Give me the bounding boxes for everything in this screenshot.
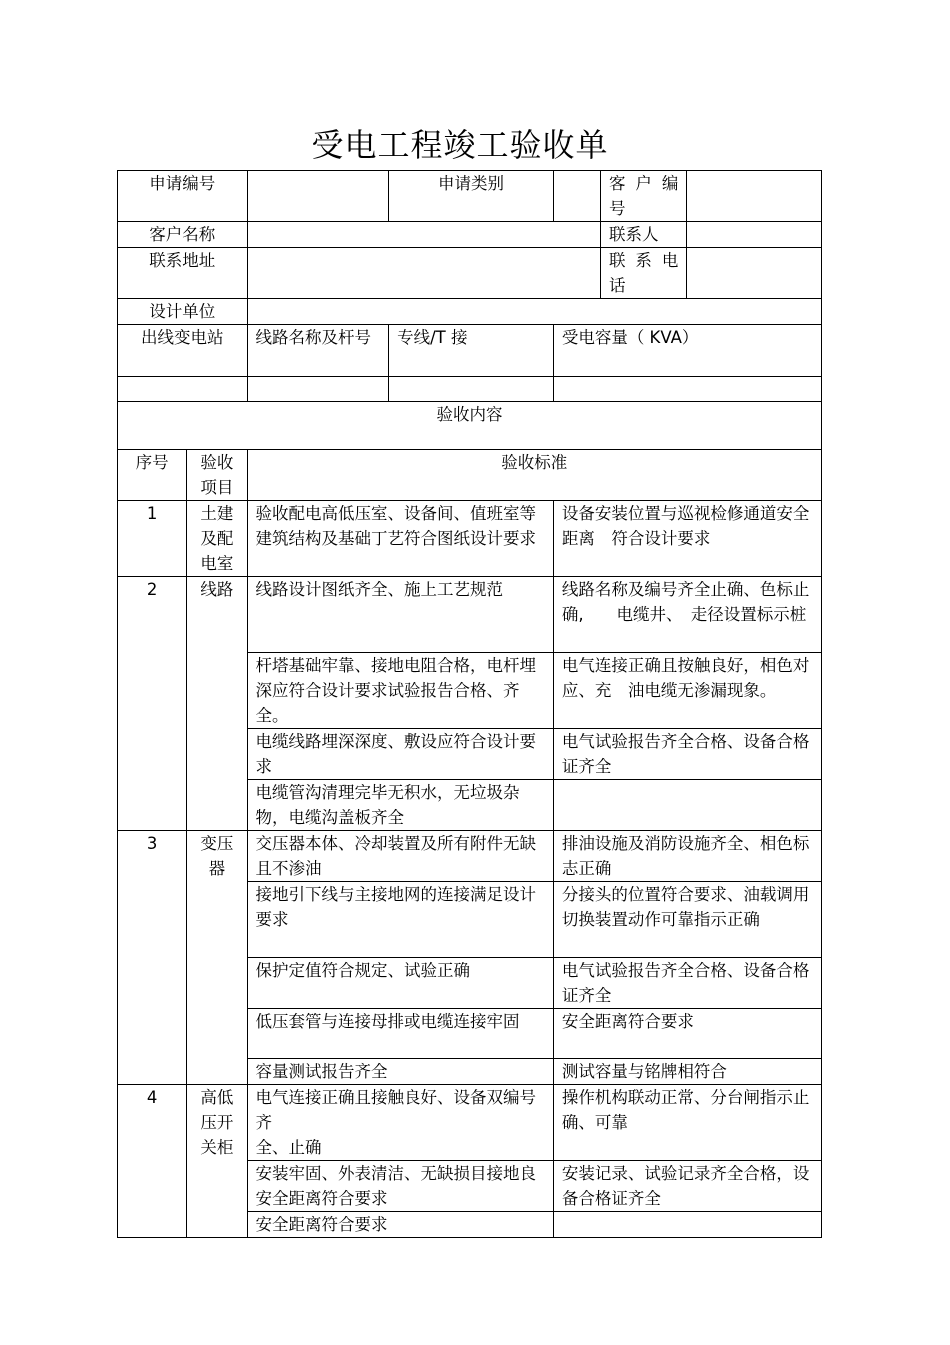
col-item-header: 验收项目 bbox=[187, 450, 247, 501]
standard-a: 容量测试报告齐全 bbox=[247, 1059, 553, 1085]
standard-b bbox=[553, 780, 821, 831]
row-item: 变压器 bbox=[187, 831, 247, 1085]
standard-a: 接地引下线与主接地网的连接满足设计要求 bbox=[247, 882, 553, 958]
address-label: 联系地址 bbox=[118, 248, 248, 299]
customer-name-label: 客户名称 bbox=[118, 222, 248, 248]
apply-type-label: 申请类别 bbox=[389, 171, 554, 222]
standard-b: 电气试验报告齐全合格、设备合格证齐全 bbox=[553, 729, 821, 780]
row-no: 4 bbox=[118, 1085, 187, 1238]
apply-no-value[interactable] bbox=[247, 171, 389, 222]
standard-a: 安全距离符合要求 bbox=[247, 1212, 553, 1238]
design-unit-value[interactable] bbox=[247, 299, 821, 325]
table-row bbox=[118, 501, 822, 577]
standard-a bbox=[247, 1085, 553, 1161]
table-row bbox=[118, 1085, 822, 1161]
design-unit-label: 设计单位 bbox=[118, 299, 248, 325]
standard-b: 操作机构联动正常、分台闸指示止确、可靠 bbox=[553, 1085, 821, 1161]
apply-type-value[interactable] bbox=[553, 171, 600, 222]
address-value[interactable] bbox=[247, 248, 600, 299]
line-name-label: 线路名称及杆号 bbox=[247, 325, 389, 377]
standard-b bbox=[553, 1212, 821, 1238]
row-item: 线路 bbox=[187, 577, 247, 831]
row-item: 高低压开关柜 bbox=[187, 1085, 247, 1238]
standard-b: 测试容量与铭牌相符合 bbox=[553, 1059, 821, 1085]
standard-a: 安装牢固、外表清洁、无缺损目接地良安全距离符合要求 bbox=[247, 1161, 553, 1212]
acceptance-form-table bbox=[117, 170, 822, 1238]
customer-no-label: 客 户 编 号 bbox=[601, 171, 687, 222]
row-no: 2 bbox=[118, 577, 187, 831]
section-title: 验收内容 bbox=[118, 402, 822, 450]
customer-name-value[interactable] bbox=[247, 222, 600, 248]
standard-a: 电缆线路埋深深度、敷设应符合设计要求 bbox=[247, 729, 553, 780]
header-row-apply bbox=[118, 171, 822, 222]
standard-b: 电气连接正确且按触良好，相色对应、充 油电缆无渗漏现象。 bbox=[553, 653, 821, 729]
table-row bbox=[118, 577, 822, 653]
table-row bbox=[118, 831, 822, 882]
standard-a-line: 电气连接正确且接触良好、设备双编号齐 bbox=[255, 1088, 537, 1132]
contact-label: 联系人 bbox=[601, 222, 687, 248]
standard-b: 分接头的位置符合要求、油载调用切换装置动作可靠指示正确 bbox=[553, 882, 821, 958]
customer-no-value[interactable] bbox=[687, 171, 822, 222]
row-no: 1 bbox=[118, 501, 187, 577]
header-row-design bbox=[118, 299, 822, 325]
standard-b: 电气试验报告齐全合格、设备合格证齐全 bbox=[553, 958, 821, 1009]
line-type-value[interactable] bbox=[389, 377, 554, 402]
header-row-line bbox=[118, 325, 822, 377]
col-no-header: 序号 bbox=[118, 450, 187, 501]
contact-value[interactable] bbox=[687, 222, 822, 248]
capacity-label: 受电容量（ KVA） bbox=[553, 325, 821, 377]
standard-a: 验收配电高低压室、设备间、值班室等建筑结构及基础丁艺符合图纸设计要求 bbox=[247, 501, 553, 577]
standard-b: 安全距离符合要求 bbox=[553, 1009, 821, 1059]
header-row-customer bbox=[118, 222, 822, 248]
standard-b: 设备安装位置与巡视检修通道安全距离 符合设计要求 bbox=[553, 501, 821, 577]
standard-b: 排油设施及消防设施齐全、相色标志正确 bbox=[553, 831, 821, 882]
line-type-label: 专线/T 接 bbox=[389, 325, 554, 377]
standard-a: 电缆管沟清理完毕无积水，无垃圾杂物，电缆沟盖板齐全 bbox=[247, 780, 553, 831]
substation-value[interactable] bbox=[118, 377, 248, 402]
standard-b: 安装记录、试验记录齐全合格，设备合格证齐全 bbox=[553, 1161, 821, 1212]
standard-a: 交压器本体、冷却装置及所有附件无缺且不渗油 bbox=[247, 831, 553, 882]
standard-b: 线路名称及编号齐全止确、色标止确, 电缆井、 走径设置标示桩 bbox=[553, 577, 821, 653]
standard-a-line: 全、止确 bbox=[255, 1138, 322, 1157]
standard-a: 线路设计图纸齐全、施上工艺规范 bbox=[247, 577, 553, 653]
phone-value[interactable] bbox=[687, 248, 822, 299]
standard-a: 杆塔基础牢靠、接地电阻合格，电杆埋深应符合设计要求试验报告合格、齐全。 bbox=[247, 653, 553, 729]
section-row bbox=[118, 402, 822, 450]
standard-a: 保护定值符合规定、试验正确 bbox=[247, 958, 553, 1009]
header-row-line-values bbox=[118, 377, 822, 402]
phone-label: 联 系 电 话 bbox=[601, 248, 687, 299]
document-title: 受电工程竣工验收单 bbox=[311, 126, 609, 164]
apply-no-label: 申请编号 bbox=[118, 171, 248, 222]
row-no: 3 bbox=[118, 831, 187, 1085]
header-row-address bbox=[118, 248, 822, 299]
standard-a: 低压套管与连接母排或电缆连接牢固 bbox=[247, 1009, 553, 1059]
column-header-row bbox=[118, 450, 822, 501]
line-name-value[interactable] bbox=[247, 377, 389, 402]
row-item: 土建及配电室 bbox=[187, 501, 247, 577]
substation-label: 出线变电站 bbox=[118, 325, 248, 377]
capacity-value[interactable] bbox=[553, 377, 821, 402]
col-standard-header: 验收标准 bbox=[247, 450, 821, 501]
